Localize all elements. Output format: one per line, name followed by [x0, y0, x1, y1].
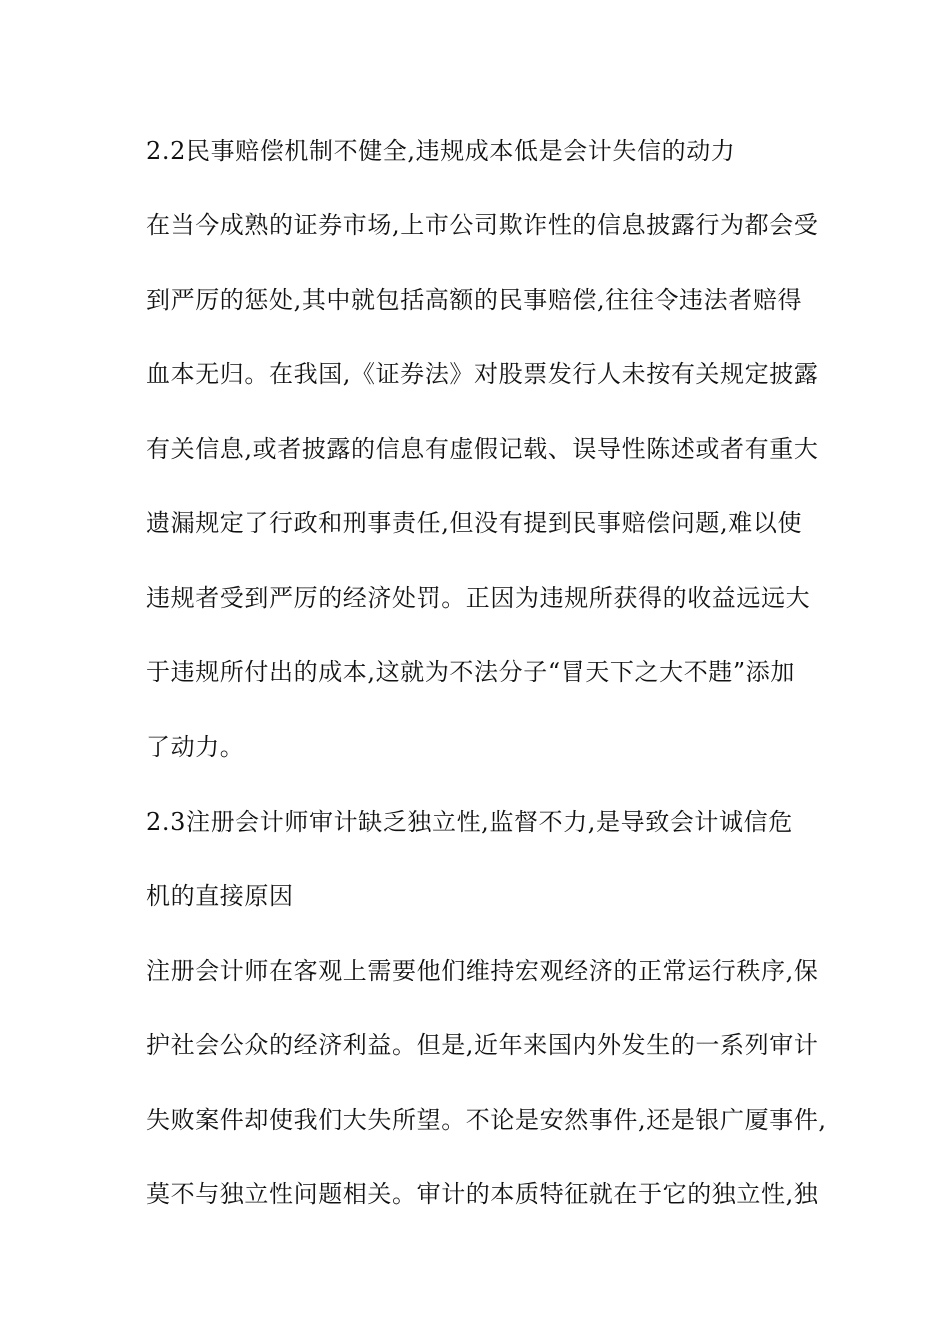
paragraph-line: 有关信息,或者披露的信息有虚假记载、误导性陈述或者有重大 [146, 435, 819, 463]
paragraph-line: 注册会计师在客观上需要他们维持宏观经济的正常运行秩序,保 [146, 957, 819, 985]
section-heading-2-3: 2.3注册会计师审计缺乏独立性,监督不力,是导致会计诚信危 [146, 808, 793, 836]
paragraph-line: 到严厉的惩处,其中就包括高额的民事赔偿,往往令违法者赔得 [146, 286, 803, 314]
paragraph-line: 了动力。 [146, 733, 245, 761]
paragraph-line: 违规者受到严厉的经济处罚。正因为违规所获得的收益远远大 [146, 584, 811, 612]
paragraph-line: 护社会公众的经济利益。但是,近年来国内外发生的一系列审计 [146, 1031, 819, 1059]
paragraph-line: 在当今成熟的证券市场,上市公司欺诈性的信息披露行为都会受 [146, 211, 819, 239]
section-heading-2-3-continued: 机的直接原因 [146, 882, 294, 910]
paragraph-line: 于违规所付出的成本,这就为不法分子“冒天下之大不韪”添加 [146, 658, 795, 686]
paragraph-line: 失败案件却使我们大失所望。不论是安然事件,还是银广厦事件, [146, 1106, 827, 1134]
paragraph-line: 遗漏规定了行政和刑事责任,但没有提到民事赔偿问题,难以使 [146, 509, 803, 537]
paragraph-line: 莫不与独立性问题相关。审计的本质特征就在于它的独立性,独 [146, 1180, 819, 1208]
paragraph-line: 血本无归。在我国,《证券法》对股票发行人未按有关规定披露 [146, 360, 819, 388]
section-heading-2-2: 2.2民事赔偿机制不健全,违规成本低是会计失信的动力 [146, 137, 736, 165]
